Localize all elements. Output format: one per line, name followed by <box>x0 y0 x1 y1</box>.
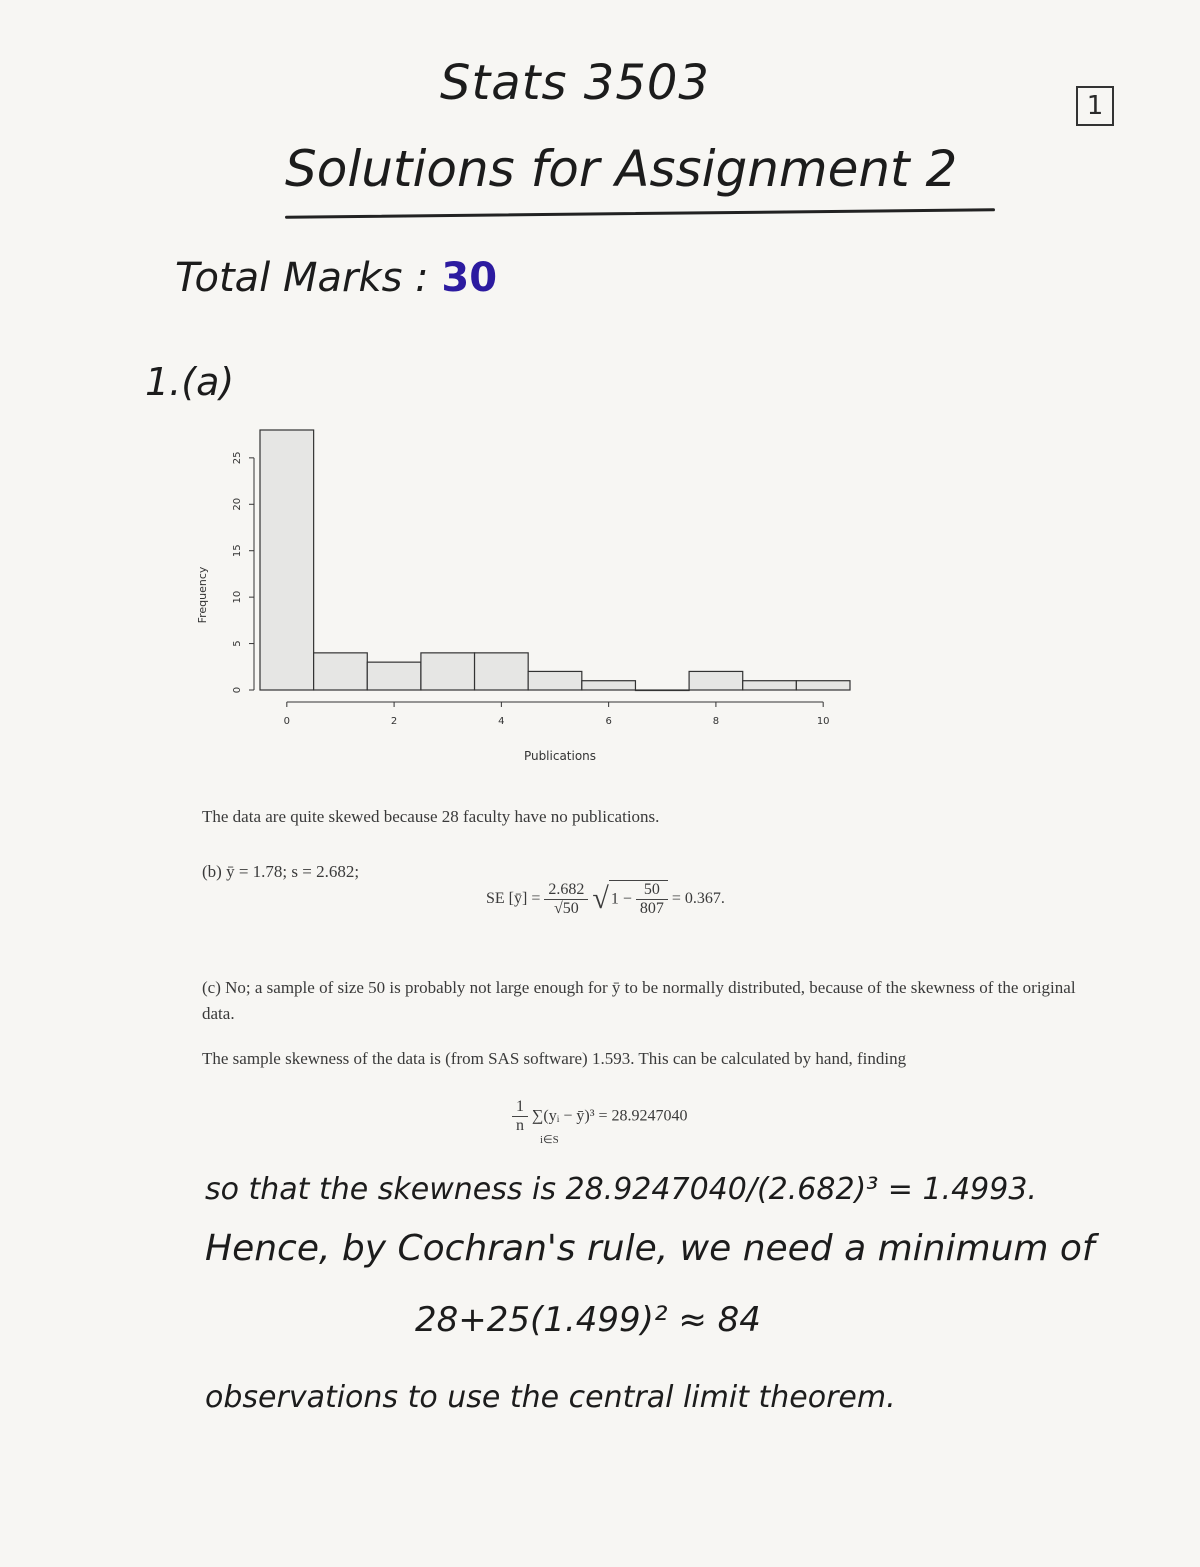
total-marks-value: 30 <box>441 255 498 301</box>
fpc-numerator: 50 <box>636 881 668 900</box>
x-tick-label: 2 <box>390 716 398 727</box>
se-denominator: √50 <box>553 899 579 917</box>
sqrt-contents <box>609 880 668 918</box>
se-fraction <box>544 881 588 918</box>
histogram-bar <box>528 671 582 690</box>
handwritten-line-3: 28+25(1.499)² ≈ 84 <box>415 1300 761 1340</box>
x-tick-label: 4 <box>498 716 505 727</box>
histogram-bar <box>796 681 850 690</box>
sum-index: i∈S <box>540 1134 559 1146</box>
sum-expression: ∑(yᵢ − ȳ)³ = 28.9247040 <box>532 1107 688 1125</box>
histogram-bar <box>421 653 475 690</box>
part-b-text: (b) ȳ = 1.78; s = 2.682; <box>202 862 360 881</box>
se-one-minus: 1 − <box>610 890 632 908</box>
sas-skewness-text: The sample skewness of the data is (from SAS software) 1.593. This can be calculated by hand, finding <box>202 1049 907 1068</box>
page-title: Stats 3503 <box>440 55 710 111</box>
sum-fraction <box>512 1098 528 1135</box>
sum-n: n <box>516 1117 524 1134</box>
y-tick-label: 20 <box>232 497 243 511</box>
x-axis-label: Publications <box>523 749 597 763</box>
fpc-fraction <box>636 881 668 918</box>
x-tick-label: 10 <box>816 716 830 727</box>
page-number-box: 1 <box>1076 86 1114 126</box>
subtitle-underline <box>285 208 995 218</box>
x-tick-label: 0 <box>283 716 291 727</box>
histogram-bars <box>260 430 850 691</box>
se-numerator: 2.682 <box>544 881 588 900</box>
se-formula <box>486 880 725 918</box>
histogram-bar <box>582 681 636 690</box>
total-marks <box>175 255 497 301</box>
sqrt-sign: √ <box>592 882 609 915</box>
handwritten-line-1: so that the skewness is 28.9247040/(2.682)³ = 1.4993. <box>205 1172 1037 1207</box>
histogram-bar <box>475 653 529 690</box>
fpc-denominator: 807 <box>639 900 664 917</box>
sum-formula <box>512 1098 688 1146</box>
total-marks-label: Total Marks : <box>175 255 429 301</box>
y-tick-label: 25 <box>232 451 243 465</box>
skew-statement: The data are quite skewed because 28 faculty have no publications. <box>202 807 660 826</box>
se-result: = 0.367. <box>671 890 725 907</box>
histogram-chart <box>190 420 870 780</box>
x-tick-label: 8 <box>712 716 720 727</box>
handwritten-line-4: observations to use the central limit theorem. <box>205 1380 896 1415</box>
histogram-bar <box>367 662 421 690</box>
histogram-bar <box>314 653 368 690</box>
x-tick-label: 6 <box>605 716 612 727</box>
histogram-bar <box>635 690 689 691</box>
part-c-text: (c) No; a sample of size 50 is probably not large enough for ȳ to be normally distributed, because of the skewness of the original data. <box>202 978 1076 1023</box>
y-tick-label: 15 <box>232 544 243 558</box>
y-tick-label: 0 <box>232 686 243 694</box>
y-axis-label: Frequency <box>196 566 209 624</box>
se-lhs: SE [ȳ] = <box>486 890 541 907</box>
page-subtitle: Solutions for Assignment 2 <box>285 140 958 198</box>
y-tick-label: 10 <box>232 590 243 604</box>
y-tick-label: 5 <box>232 640 243 647</box>
sum-one: 1 <box>512 1098 528 1117</box>
question-label: 1.(a) <box>145 360 235 404</box>
handwritten-line-2: Hence, by Cochran's rule, we need a minimum of <box>205 1228 1095 1269</box>
histogram-bar <box>743 681 797 690</box>
histogram-bar <box>260 430 314 690</box>
histogram-bar <box>689 671 743 690</box>
